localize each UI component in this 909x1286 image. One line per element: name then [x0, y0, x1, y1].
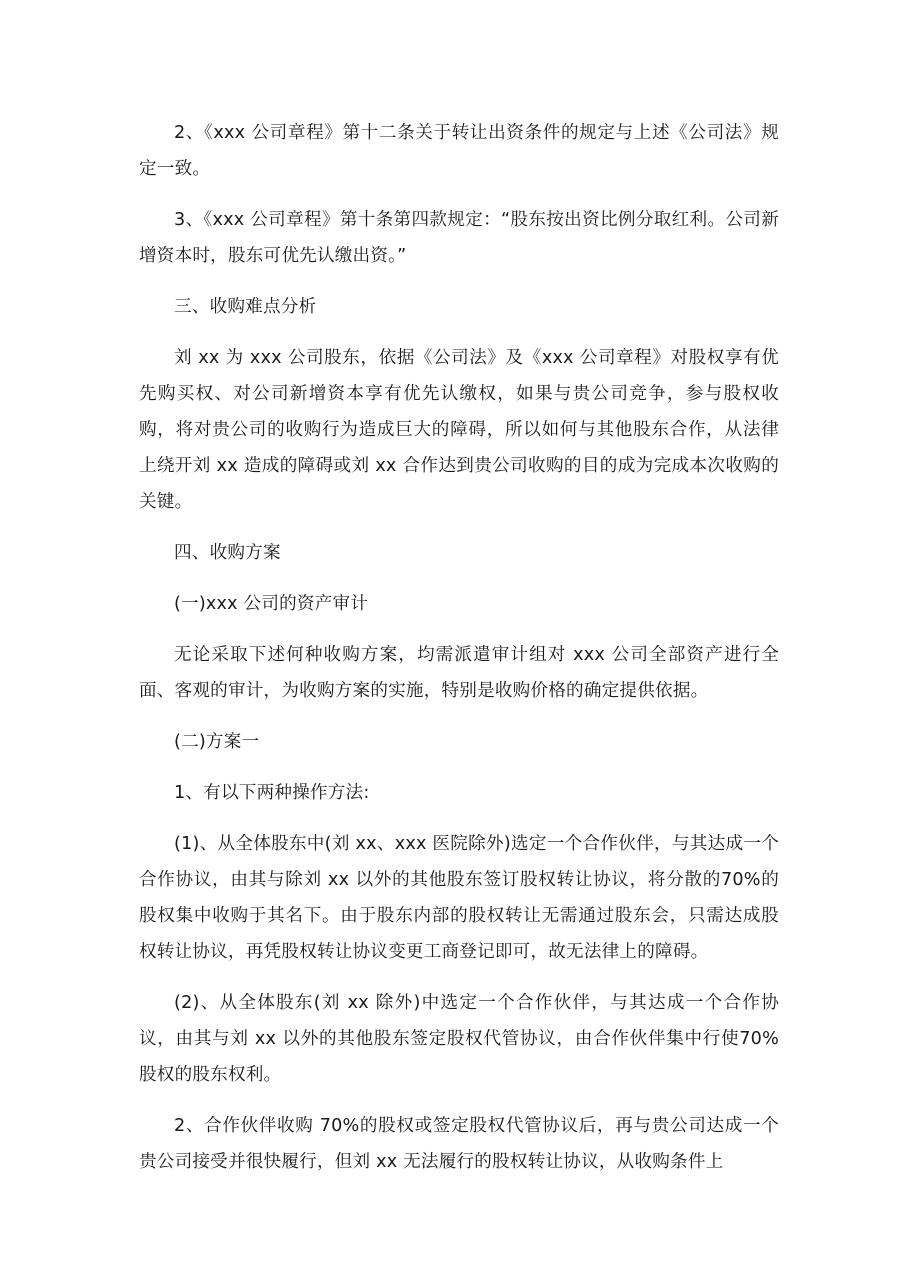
paragraph-difficulty-analysis: 刘 xx 为 xxx 公司股东，依据《公司法》及《xxx 公司章程》对股权享有优先购买权、对公司新增资本享有优先认缴权，如果与贵公司竞争，参与股权收购，将对贵公司的收购行为造成巨大的障碍，所以如何与其他股东合作，从法律上绕开刘 xx 造成的障碍或刘 xx 合作达到贵公司收购的目的成为完成本次收购的关键。 [139, 348, 779, 512]
paragraph-articles-clause-12: 2、《xxx 公司章程》第十二条关于转让出资条件的规定与上述《公司法》规定一致。 [139, 123, 779, 179]
section-heading-difficulty-analysis: 三、收购难点分析 [174, 297, 317, 317]
subheading-asset-audit: (一)xxx 公司的资产审计 [174, 594, 369, 614]
paragraph-articles-clause-10: 3、《xxx 公司章程》第十条第四款规定：“股东按出资比例分取红利。公司新增资本时，股东可优先认缴出资。” [139, 210, 779, 266]
document-body [139, 115, 779, 1195]
paragraph-method-2: (2)、从全体股东(刘 xx 除外)中选定一个合作伙伴，与其达成一个合作协议，由其与刘 xx 以外的其他股东签定股权代管协议，由合作伙伴集中行使70%股权的股东权利。 [139, 993, 779, 1085]
subheading-plan-one: (二)方案一 [174, 732, 260, 752]
paragraph-step-2: 2、合作伙伴收购 70%的股权或签定股权代管协议后，再与贵公司达成一个贵公司接受并很快履行，但刘 xx 无法履行的股权转让协议，从收购条件上 [139, 1116, 779, 1172]
paragraph-asset-audit: 无论采取下述何种收购方案，均需派遣审计组对 xxx 公司全部资产进行全面、客观的审计，为收购方案的实施，特别是收购价格的确定提供依据。 [139, 645, 779, 701]
section-heading-acquisition-plan: 四、收购方案 [174, 543, 281, 563]
paragraph-plan-one-methods: 1、有以下两种操作方法: [174, 783, 370, 803]
paragraph-method-1: (1)、从全体股东中(刘 xx、xxx 医院除外)选定一个合作伙伴，与其达成一个合作协议，由其与除刘 xx 以外的其他股东签订股权转让协议，将分散的70%的股权集中收购于其名下。由于股东内部的股权转让无需通过股东会，只需达成股权转让协议，再凭股权转让协议变更工商登记即可，故无法律上的障碍。 [139, 834, 779, 962]
